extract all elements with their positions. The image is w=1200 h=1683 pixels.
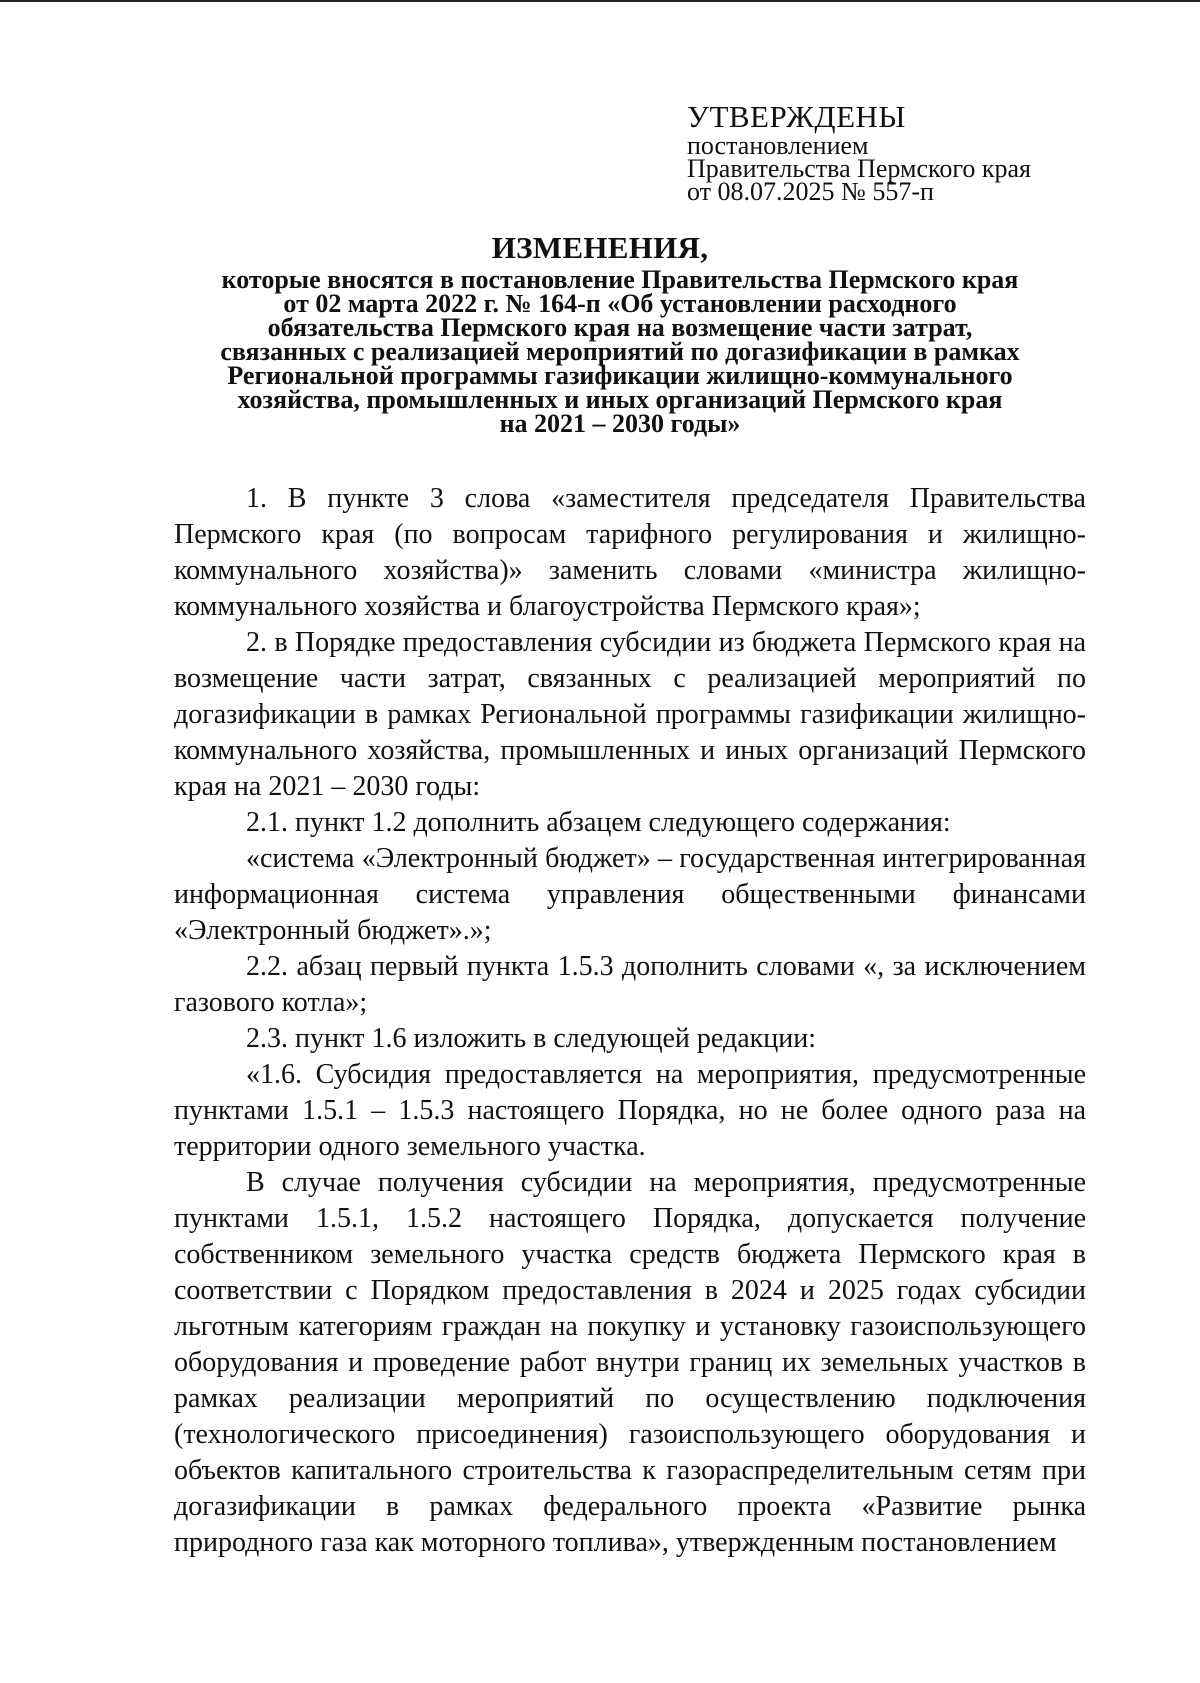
approval-line: постановлением [687, 131, 869, 160]
paragraph-item-2: 2. в Порядке предоставления субсидии из бюджета Пермского края на возмещение части затрат, связанных с реализацией мероприятий по догазификации в рамках Региональной программы газификации жилищно-коммунального хозяйства, промышленных и иных организаций Пермского края на 2021 – 2030 годы: [174, 627, 1086, 802]
subtitle-line: на 2021 – 2030 годы» [499, 409, 741, 438]
subtitle-line: от 02 марта 2022 г. № 164-п «Об установлении расходного [283, 289, 957, 318]
document-subtitle [170, 265, 1070, 438]
approval-line: Правительства Пермского края [687, 154, 1031, 183]
approval-title: УТВЕРЖДЕНЫ [687, 99, 906, 134]
subtitle-line: связанных с реализацией мероприятий по догазификации в рамках [220, 337, 1020, 366]
subtitle-line: хозяйства, промышленных и иных организаций Пермского края [237, 385, 1003, 414]
paragraph-item-2-2: 2.2. абзац первый пункта 1.5.3 дополнить словами «, за исключением газового котла»; [174, 951, 1086, 1018]
paragraph-quote-system: «система «Электронный бюджет» – государственная интегрированная информационная система управления общественными финансами «Электронный бюджет».»; [174, 843, 1086, 946]
paragraph-item-1: 1. В пункте 3 слова «заместителя председателя Правительства Пермского края (по вопросам тарифного регулирования и жилищно-коммунального хозяйства)» заменить словами «министра жилищно-коммунального хозяйства и благоустройства Пермского края»; [174, 483, 1086, 622]
document-body [174, 481, 1086, 1561]
approval-block [687, 99, 1127, 206]
paragraph-quote-1-6: «1.6. Субсидия предоставляется на мероприятия, предусмотренные пунктами 1.5.1 – 1.5.3 настоящего Порядка, но не более одного раза на территории одного земельного участка. [174, 1059, 1086, 1162]
document-title: ИЗМЕНЕНИЯ, [491, 230, 709, 265]
subtitle-line: которые вносятся в постановление Правительства Пермского края [221, 265, 1019, 294]
scan-edge [0, 0, 1200, 2]
paragraph-item-2-3: 2.3. пункт 1.6 изложить в следующей редакции: [246, 1023, 816, 1054]
subtitle-line: обязательства Пермского края на возмещение части затрат, [267, 313, 973, 342]
paragraph-subsidy-case: В случае получения субсидии на мероприятия, предусмотренные пунктами 1.5.1, 1.5.2 настоящего Порядка, допускается получение собственником земельного участка средств бюджета Пермского края в соответствии с Порядком предоставления в 2024 и 2025 годах субсидии льготным категориям граждан на покупку и установку газоиспользующего оборудования и проведение работ внутри границ их земельных участков в рамках реализации мероприятий по осуществлению подключения (технологического присоединения) газоиспользующего оборудования и объектов капитального строительства к газораспределительным сетям при догазификации в рамках федерального проекта «Развитие рынка природного газа как моторного топлива», утвержденным постановлением [174, 1167, 1086, 1558]
approval-line: от 08.07.2025 № 557-п [687, 177, 934, 206]
paragraph-item-2-1: 2.1. пункт 1.2 дополнить абзацем следующего содержания: [246, 807, 951, 838]
subtitle-line: Региональной программы газификации жилищно-коммунального [227, 361, 1013, 390]
